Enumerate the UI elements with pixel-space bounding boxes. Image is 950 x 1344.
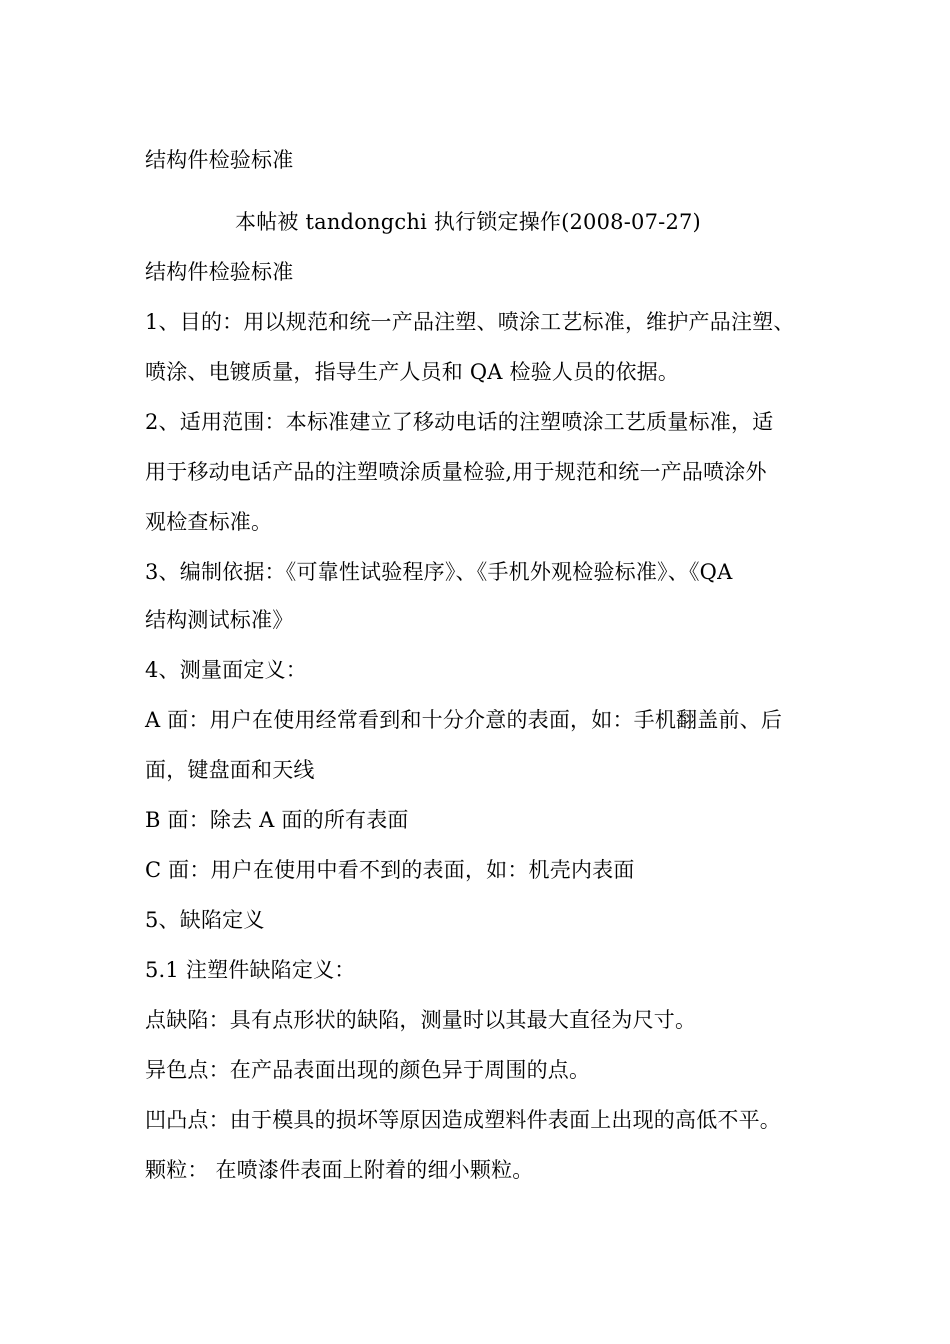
paragraph-line: A 面：用户在使用经常看到和十分介意的表面，如：手机翻盖前、后 — [145, 708, 783, 732]
paragraph-line: 点缺陷：具有点形状的缺陷，测量时以其最大直径为尺寸。 — [145, 1008, 697, 1032]
paragraph-line: 颗粒： 在喷漆件表面上附着的细小颗粒。 — [145, 1158, 534, 1182]
paragraph-line: 用于移动电话产品的注塑喷涂质量检验,用于规范和统一产品喷涂外 — [145, 460, 767, 484]
section-heading: 4、测量面定义： — [145, 658, 307, 682]
paragraph-line: 1、目的：用以规范和统一产品注塑、喷涂工艺标准，维护产品注塑、 — [145, 310, 795, 334]
paragraph-line: 喷涂、电镀质量，指导生产人员和 QA 检验人员的依据。 — [145, 360, 680, 384]
section-heading: 5、缺陷定义 — [145, 908, 265, 932]
paragraph-line: 凹凸点：由于模具的损坏等原因造成塑料件表面上出现的高低不平。 — [145, 1108, 781, 1132]
paragraph-line: C 面：用户在使用中看不到的表面，如：机壳内表面 — [145, 858, 635, 882]
paragraph-line: 结构测试标准》 — [145, 608, 294, 632]
lock-notice: 本帖被 tandongchi 执行锁定操作(2008-07-27) — [235, 210, 701, 234]
paragraph-line: 异色点：在产品表面出现的颜色异于周围的点。 — [145, 1058, 591, 1082]
paragraph-line: 面，键盘面和天线 — [145, 758, 315, 782]
document-title: 结构件检验标准 — [145, 148, 294, 172]
document-subtitle: 结构件检验标准 — [145, 260, 294, 284]
paragraph-line: 3、编制依据：《可靠性试验程序》、《手机外观检验标准》、《QA — [145, 560, 733, 584]
subsection-heading: 5.1 注塑件缺陷定义： — [145, 958, 356, 982]
paragraph-line: 2、适用范围：本标准建立了移动电话的注塑喷涂工艺质量标准，适 — [145, 410, 774, 434]
paragraph-line: B 面：除去 A 面的所有表面 — [145, 808, 409, 832]
paragraph-line: 观检查标准。 — [145, 510, 273, 534]
